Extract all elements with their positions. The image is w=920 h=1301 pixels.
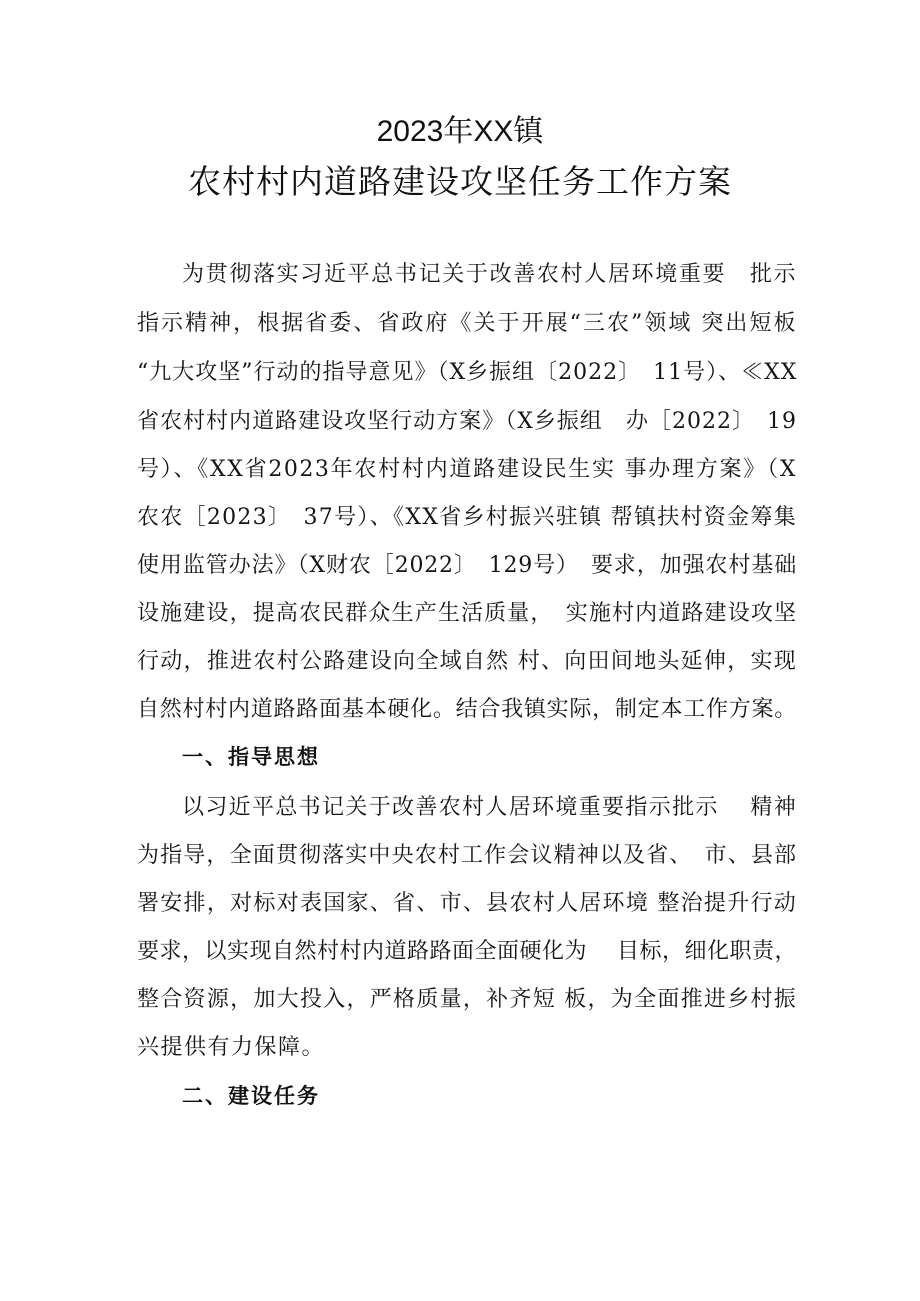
section1-line-1: 以习近平总书记关于改善农村人居环境重要指示批示 精神 — [182, 795, 797, 820]
section-heading-guiding-ideology: 一、指导思想 — [182, 745, 320, 769]
intro-line-10: 自然村村内道路路面基本硬化。结合我镇实际，制定本工作方案。 — [137, 697, 797, 722]
section1-line-2: 为指导，全面贯彻落实中央农村工作会议精神以及省、 市、县部 — [137, 843, 797, 868]
section1-line-5: 整合资源，加大投入，严格质量，补齐短 板，为全面推进乡村振 — [137, 987, 797, 1012]
intro-line-1: 为贯彻落实习近平总书记关于改善农村人居环境重要 批示 — [182, 262, 797, 287]
intro-line-3: “九大攻坚”行动的指导意见》（X乡振组〔2022〕 11号）、≪XX — [137, 360, 798, 385]
intro-line-2: 指示精神，根据省委、省政府《关于开展“三农”领域 突出短板 — [137, 311, 797, 336]
section1-line-4: 要求，以实现自然村村内道路路面全面硬化为 目标，细化职责， — [137, 939, 797, 964]
intro-line-9: 行动，推进农村公路建设向全域自然 村、向田间地头延伸，实现 — [137, 649, 797, 674]
intro-line-6: 农农［2023〕 37号）、《XX省乡村振兴驻镇 帮镇扶村资金筹集 — [137, 505, 797, 530]
intro-line-5: 号）、《XX省2023年农村村内道路建设民生实 事办理方案》（X — [137, 457, 797, 482]
intro-line-4: 省农村村内道路建设攻坚行动方案》（X乡振组 办［2022〕 19 — [137, 409, 797, 434]
document-title-year: 2023年XX镇 — [376, 115, 544, 148]
section-heading-construction-tasks: 二、建设任务 — [182, 1084, 320, 1108]
document-title-main: 农村村内道路建设攻坚任务工作方案 — [188, 162, 732, 201]
section1-line-3: 署安排，对标对表国家、省、市、县农村人居环境 整治提升行动 — [137, 891, 797, 916]
intro-line-8: 设施建设，提高农民群众生产生活质量， 实施村内道路建设攻坚 — [137, 601, 797, 626]
intro-line-7: 使用监管办法》（X财农［2022〕 129号） 要求，加强农村基础 — [137, 553, 797, 578]
section1-line-6: 兴提供有力保障。 — [137, 1035, 326, 1060]
